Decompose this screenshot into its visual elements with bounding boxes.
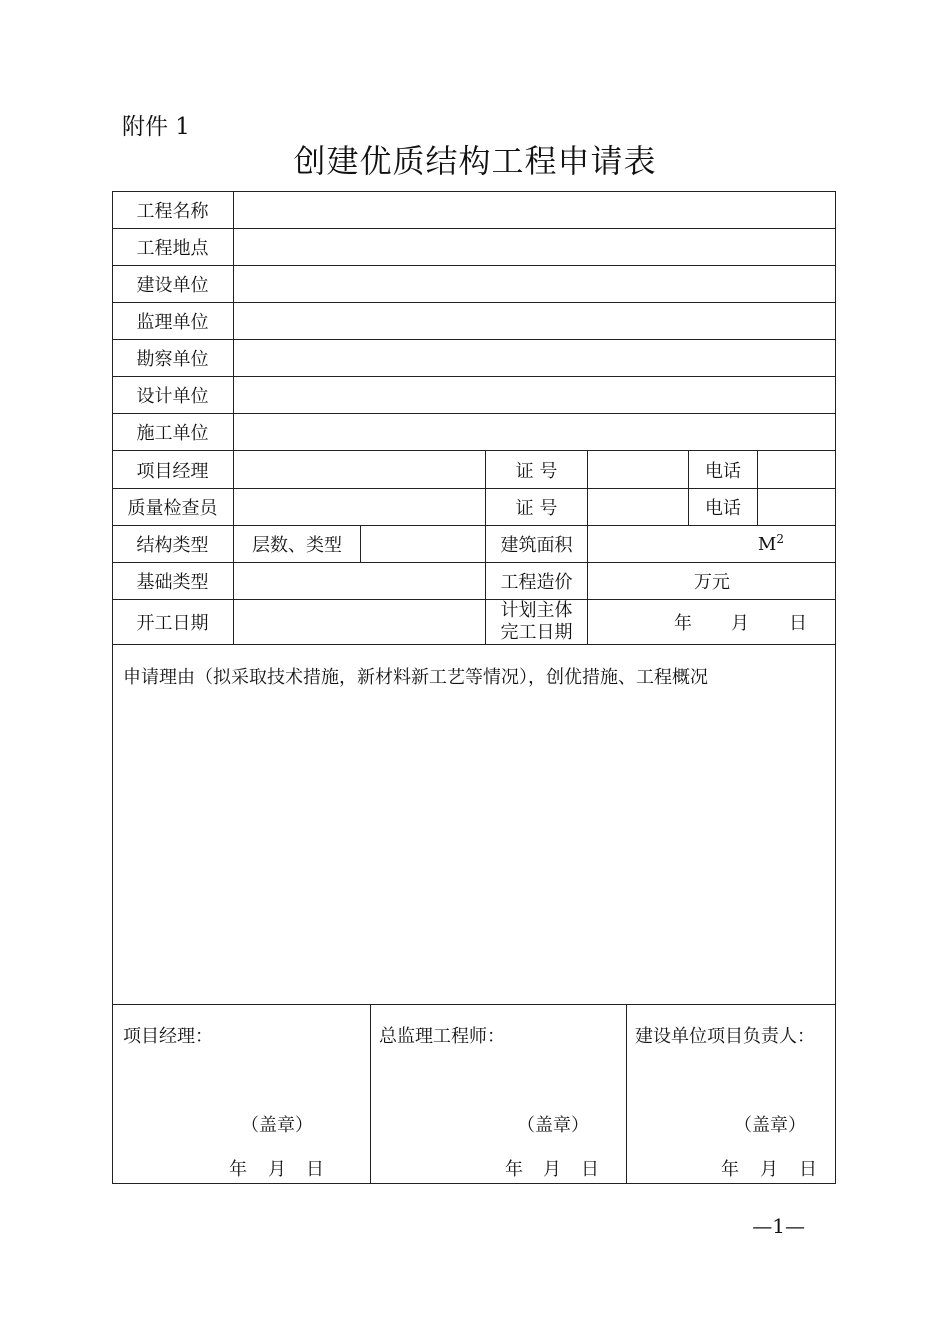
signature-developer-lead-day: 日 <box>799 1159 817 1180</box>
signature-chief-supervisor-month: 月 <box>543 1159 561 1180</box>
signature-project-manager-month: 月 <box>268 1159 286 1180</box>
inspector-cert-field[interactable] <box>587 488 688 525</box>
foundation-type-label: 基础类型 <box>112 562 233 599</box>
quality-inspector-label: 质量检查员 <box>112 488 233 525</box>
start-date-field[interactable] <box>233 599 485 644</box>
application-reason-label: 申请理由（拟采取技术措施，新材料新工艺等情况），创优措施、工程概况 <box>123 667 708 688</box>
project-location-field[interactable] <box>233 228 836 265</box>
planned-completion-field[interactable] <box>587 599 836 644</box>
building-area-field[interactable] <box>587 525 836 562</box>
inspector-phone-field[interactable] <box>757 488 836 525</box>
signature-chief-supervisor-seal: （盖章） <box>517 1115 589 1136</box>
planned-year: 年 <box>674 613 692 634</box>
attachment-label: 附件 1 <box>122 114 190 140</box>
signature-chief-supervisor-title: 总监理工程师： <box>379 1026 505 1047</box>
inspector-cert-label: 证 号 <box>485 488 587 525</box>
signature-developer-lead-seal: （盖章） <box>734 1115 806 1136</box>
design-field[interactable] <box>233 376 836 413</box>
signature-project-manager-day: 日 <box>306 1159 324 1180</box>
page-number: —1— <box>752 1214 805 1238</box>
signature-chief-supervisor[interactable] <box>370 1004 626 1184</box>
project-cost-label: 工程造价 <box>485 562 587 599</box>
signature-project-manager-year: 年 <box>229 1159 247 1180</box>
signature-developer-lead-title: 建设单位项目负责人： <box>635 1026 815 1047</box>
manager-phone-field[interactable] <box>757 450 836 488</box>
area-unit-superscript: 2 <box>776 532 784 546</box>
project-cost-field[interactable] <box>587 562 836 599</box>
project-manager-label: 项目经理 <box>112 450 233 488</box>
project-manager-field[interactable] <box>233 450 485 488</box>
signature-developer-lead-month: 月 <box>760 1159 778 1180</box>
foundation-type-field[interactable] <box>233 562 485 599</box>
planned-completion-label <box>485 599 587 644</box>
signature-project-manager[interactable] <box>112 1004 370 1184</box>
developer-label: 建设单位 <box>112 265 233 302</box>
structure-type-label: 结构类型 <box>112 525 233 562</box>
building-area-label: 建筑面积 <box>485 525 587 562</box>
design-label: 设计单位 <box>112 376 233 413</box>
developer-field[interactable] <box>233 265 836 302</box>
project-location-label: 工程地点 <box>112 228 233 265</box>
signature-developer-lead-year: 年 <box>721 1159 739 1180</box>
supervisor-field[interactable] <box>233 302 836 339</box>
signature-chief-supervisor-year: 年 <box>505 1159 523 1180</box>
area-unit: M <box>757 533 777 555</box>
signature-project-manager-seal: （盖章） <box>241 1115 313 1136</box>
inspector-phone-label: 电话 <box>688 488 757 525</box>
project-name-label: 工程名称 <box>136 200 209 222</box>
floors-type-field[interactable] <box>360 525 485 562</box>
supervisor-label: 监理单位 <box>112 302 233 339</box>
planned-completion-label-line1: 计划主体 <box>500 600 573 621</box>
survey-field[interactable] <box>233 339 836 376</box>
signature-project-manager-title: 项目经理： <box>123 1026 213 1047</box>
start-date-label: 开工日期 <box>112 599 233 644</box>
signature-developer-lead[interactable] <box>626 1004 836 1184</box>
manager-cert-field[interactable] <box>587 450 688 488</box>
construction-field[interactable] <box>233 413 836 450</box>
planned-month: 月 <box>731 613 749 634</box>
cost-unit: 万元 <box>694 572 730 593</box>
signature-chief-supervisor-day: 日 <box>581 1159 599 1180</box>
manager-cert-label: 证 号 <box>485 450 587 488</box>
floors-type-label: 层数、类型 <box>233 525 360 562</box>
form-title: 创建优质结构工程申请表 <box>293 142 657 180</box>
manager-phone-label: 电话 <box>688 450 757 488</box>
project-name-field[interactable] <box>233 191 836 228</box>
survey-label: 勘察单位 <box>112 339 233 376</box>
planned-completion-label-line2: 完工日期 <box>500 622 573 643</box>
planned-day: 日 <box>789 613 807 634</box>
quality-inspector-field[interactable] <box>233 488 485 525</box>
application-reason-box[interactable] <box>112 644 836 1004</box>
construction-label: 施工单位 <box>112 413 233 450</box>
